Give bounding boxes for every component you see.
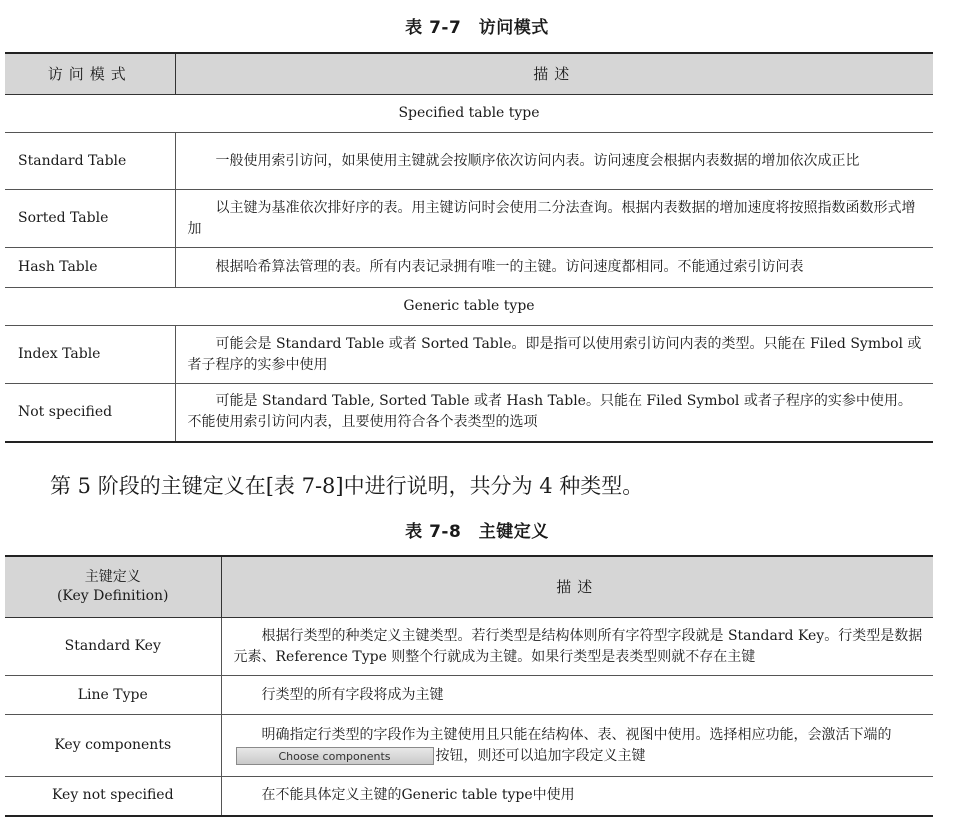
row-description: 可能会是 Standard Table 或者 Sorted Table。即是指可以使用索引访问内表的类型。只能在 Filed Symbol 或者子程序的实参中使用: [175, 326, 933, 384]
row-name: Index Table: [5, 326, 175, 384]
row-description: 根据行类型的种类定义主键类型。若行类型是结构体则所有字符型字段就是 Standard Key。行类型是数据元素、Reference Type 则整个行就成为主键。如果行类型是表类型则就不存在主键: [221, 618, 933, 676]
table-row: [5, 190, 933, 248]
table-row: [5, 326, 933, 384]
access-mode-table: [5, 52, 933, 443]
header-description: 描述: [175, 53, 933, 95]
row-name: Standard Key: [5, 618, 221, 676]
header-description: 描述: [221, 556, 933, 618]
desc-text-before: 明确指定行类型的字段作为主键使用且只能在结构体、表、视图中使用。选择相应功能，会激活下端的: [261, 726, 892, 743]
section-row: [5, 95, 933, 133]
table-row: [5, 777, 933, 816]
row-name: Key not specified: [5, 777, 221, 816]
table-row: [5, 676, 933, 715]
row-description: 可能是 Standard Table, Sorted Table 或者 Hash Table。只能在 Filed Symbol 或者子程序的实参中使用。不能使用索引访问内表，且要使用符合各个表类型的选项: [187, 393, 912, 431]
row-name: Sorted Table: [5, 190, 175, 248]
row-description: 以主键为基准依次排好序的表。用主键访问时会使用二分法查询。根据内表数据的增加速度将按照指数函数形式增加: [175, 190, 933, 248]
header-key-definition-en: (Key Definition): [56, 588, 169, 604]
table-header-row: [5, 53, 933, 95]
table-row: [5, 618, 933, 676]
table-row: [5, 384, 933, 442]
table-7-8-caption: 表 7-8 主键定义: [405, 522, 549, 542]
row-description: 根据哈希算法管理的表。所有内表记录拥有唯一的主键。访问速度都相同。不能通过索引访问表: [175, 248, 933, 288]
row-name: Hash Table: [5, 248, 175, 288]
row-description: [221, 715, 933, 777]
choose-components-button[interactable]: Choose components: [236, 747, 434, 765]
row-name: Standard Table: [5, 133, 175, 190]
row-description: 在不能具体定义主键的Generic table type中使用: [261, 787, 575, 804]
row-name: Not specified: [5, 384, 175, 442]
row-name: Line Type: [5, 676, 221, 715]
row-description: 一般使用索引访问，如果使用主键就会按顺序依次访问内表。访问速度会根据内表数据的增加依次成正比: [175, 133, 933, 190]
header-key-definition-cn: 主键定义: [84, 569, 141, 585]
section-specified-table-type: Specified table type: [5, 95, 933, 133]
key-definition-table: [5, 555, 933, 817]
table-7-7-caption: 表 7-7 访问模式: [405, 18, 549, 38]
header-key-definition: [5, 556, 221, 618]
body-paragraph: 第 5 阶段的主键定义在[表 7-8]中进行说明，共分为 4 种类型。: [50, 474, 644, 498]
table-header-row: [5, 556, 933, 618]
section-row: [5, 288, 933, 326]
header-access-mode: 访问模式: [5, 53, 175, 95]
table-row: [5, 133, 933, 190]
row-name: Key components: [5, 715, 221, 777]
row-description: 行类型的所有字段将成为主键: [221, 676, 933, 715]
table-row: [5, 248, 933, 288]
table-row: [5, 715, 933, 777]
desc-text-after: 按钮，则还可以追加字段定义主键: [435, 747, 646, 764]
section-generic-table-type: Generic table type: [5, 288, 933, 326]
